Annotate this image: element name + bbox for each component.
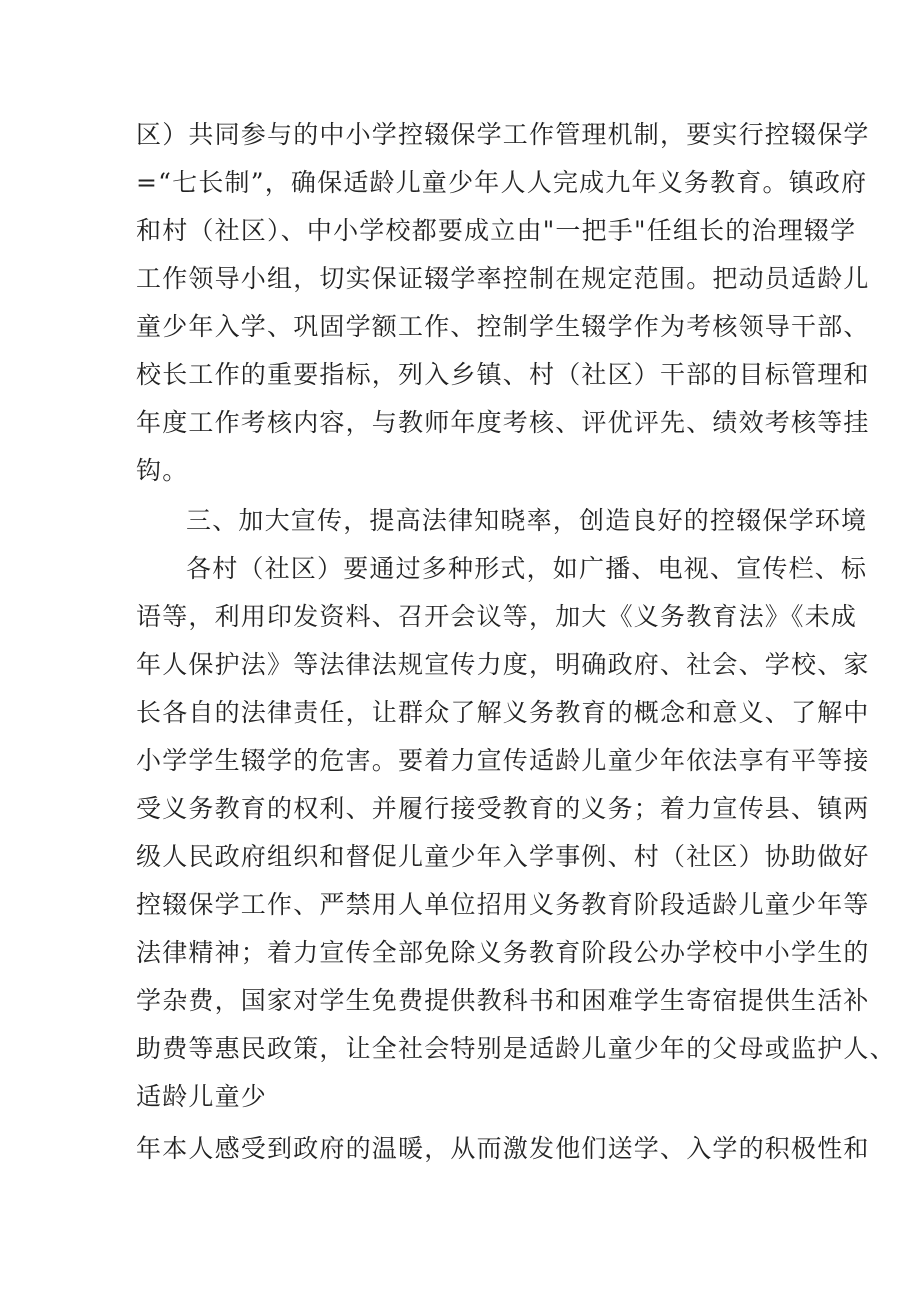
paragraph-line: 长各自的法律责任，让群众了解义务教育的概念和意义、了解中	[136, 698, 870, 727]
paragraph-line: 年人保护法》等法律法规宣传力度，明确政府、社会、学校、家	[136, 650, 870, 679]
paragraph-line: 助费等惠民政策，让全社会特别是适龄儿童少年的父母或监护人、	[136, 1034, 896, 1063]
paragraph-line: 年度工作考核内容，与教师年度考核、评优评先、绩效考核等挂	[136, 408, 870, 437]
paragraph-line: 级人民政府组织和督促儿童少年入学事例、村（社区）协助做好	[136, 842, 870, 871]
paragraph-line: =“七长制”，确保适龄儿童少年人人完成九年义务教育。镇政府	[136, 168, 868, 197]
paragraph-line: 适龄儿童少	[136, 1082, 268, 1111]
paragraph-line: 和村（社区）、中小学校都要成立由"一把手"任组长的治理辍学	[136, 216, 857, 245]
paragraph-line: 年本人感受到政府的温暖，从而激发他们送学、入学的积极性和	[136, 1134, 870, 1163]
paragraph-line: 童少年入学、巩固学额工作、控制学生辍学作为考核领导干部、	[136, 312, 870, 341]
paragraph-line: 受义务教育的权利、并履行接受教育的义务；着力宣传县、镇两	[136, 794, 870, 823]
paragraph-line: 小学学生辍学的危害。要着力宣传适龄儿童少年依法享有平等接	[136, 746, 870, 775]
paragraph-line: 各村（社区）要通过多种形式，如广播、电视、宣传栏、标	[186, 554, 868, 583]
paragraph-line: 法律精神；着力宣传全部免除义务教育阶段公办学校中小学生的	[136, 938, 870, 967]
paragraph-line: 钩。	[136, 456, 189, 485]
paragraph-line: 区）共同参与的中小学控辍保学工作管理机制，要实行控辍保学	[136, 120, 870, 149]
paragraph-line: 学杂费，国家对学生免费提供教科书和困难学生寄宿提供生活补	[136, 986, 870, 1015]
paragraph-line: 控辍保学工作、严禁用人单位招用义务教育阶段适龄儿童少年等	[136, 890, 870, 919]
section-heading: 三、加大宣传，提高法律知晓率，创造良好的控辍保学环境	[186, 506, 868, 535]
paragraph-line: 校长工作的重要指标，列入乡镇、村（社区）干部的目标管理和	[136, 360, 870, 389]
paragraph-line: 语等，利用印发资料、召开会议等，加大《义务教育法》《未成	[136, 602, 858, 631]
paragraph-line: 工作领导小组，切实保证辍学率控制在规定范围。把动员适龄儿	[136, 264, 870, 293]
